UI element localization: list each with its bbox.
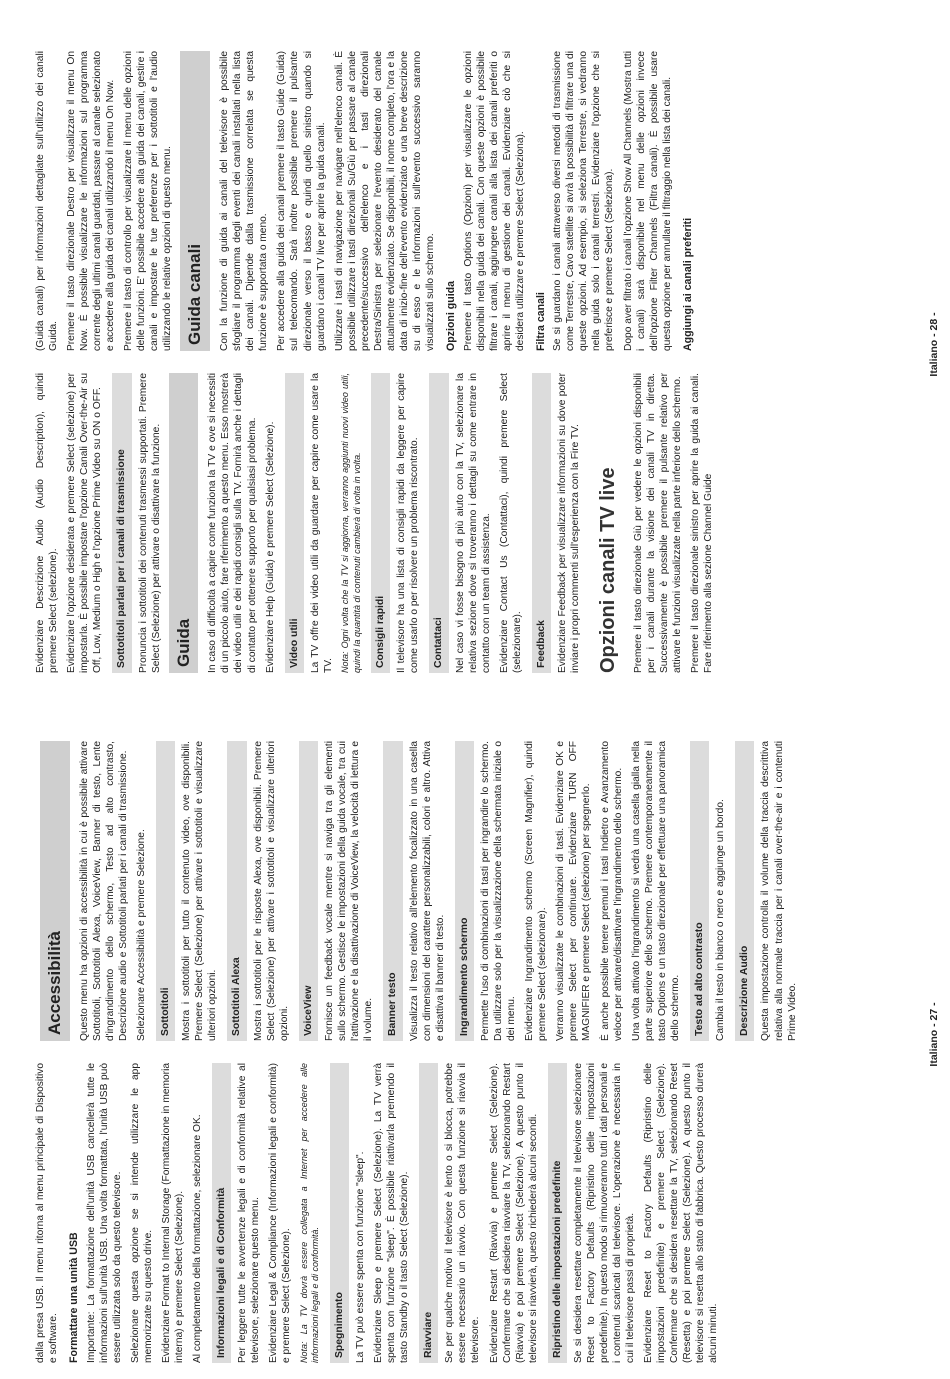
subheading: Opzioni guida xyxy=(444,280,457,351)
paragraph: Premere il tasto direzionale Giù per vedere le opzioni disponibili per i canali durante la visione dei canali TV in diretta. Successivamente è possibile premere il pulsante relativo per attivare le funzioni visualizzate nella parte inferiore dello schermo. xyxy=(633,373,684,673)
paragraph: La TV offre dei video utili da guardare per capire come usare la TV. xyxy=(309,373,334,673)
paragraph: Evidenziare Ingrandimento schermo (Screen Magnifier), quindi premere Select (selezionare). xyxy=(524,741,549,1041)
paragraph: Evidenziare Legal & Compliance (Informazioni legali e conformità) e premere Select (Selezione). xyxy=(268,1063,293,1363)
paragraph: Evidenziare Sleep e premere Select (Selezione). La TV verrà spenta con funzione "sleep". È possibile riattivarla premendo il tasto Standby o il tasto Select (Selezione). xyxy=(372,1063,410,1363)
subsection-bar: Ripristino delle impostazioni predefinite xyxy=(548,1063,567,1363)
subsection-bar: Sottotitoli xyxy=(156,741,175,1041)
subsection-bar: Video utili xyxy=(285,373,304,673)
paragraph: Verranno visualizzate le combinazioni di tasti. Evidenziare OK e premere Select per continuare. Evidenziare TURN OFF MAGNIFIER e premere Select (selezione) per spegnerlo. xyxy=(555,741,593,1041)
subsection-bar: Feedback xyxy=(532,373,551,673)
page-number: Italiano - 28 - xyxy=(928,312,940,377)
section-heading: Opzioni canali TV live xyxy=(597,467,620,673)
paragraph: Questo menu ha opzioni di accessibilità in cui è possibile attivare Sottotitoli, Sottotitoli Alexa, VoiceView, Banner di testo, Lente d'ingrandimento dello schermo, Testo ad alto contrasto, Descrizione audio e Sottotitoli parlati per i canali di trasmissione. xyxy=(78,741,129,1041)
page-28-column-2 xyxy=(34,51,904,351)
paragraph: Se si guardano i canali attraverso diversi metodi di trasmissione come Terrestre, Cavo satellite si avrà la possibilità di filtrare una di queste opzioni. Ad esempio, si seleziona Terrestre, si vedranno nella guida solo i canali terrestri. Evidenziare l'opzione che si preferisce e premere Select (Seleziona). xyxy=(552,51,616,351)
paragraph: Premere il tasto di controllo per visualizzare il menu delle opzioni delle funzioni. E' possibile accedere alla guida dei canali, gestire i canali e impostare le tue preferenze per i sottotitoli e l'audio utilizzando le relative opzioni di questo menu. xyxy=(123,51,174,351)
section-heading: Accessibilità xyxy=(40,741,70,1041)
page-27-column-1 xyxy=(34,1063,904,1363)
subsection-bar: Spegnimento xyxy=(330,1063,349,1363)
paragraph: Importante: La formattazione dell'unità USB cancellerà tutte le informazioni sull'unità USB. Una volta formattata, l'unità USB può essere utilizzata solo da questo televisore. xyxy=(85,1063,123,1363)
subheading: Formattare una unità USB xyxy=(68,1232,81,1363)
paragraph: (Guida canali) per informazioni dettagliate sull'utilizzo dei canali Guida. xyxy=(35,51,60,351)
page-27 xyxy=(0,690,950,1379)
subsection-bar: Informazioni legali e di Conformità xyxy=(212,1063,231,1363)
subsection-bar: Sottotitoli parlati per i canali di trasmissione xyxy=(112,373,131,673)
page-27-column-2 xyxy=(34,741,904,1041)
paragraph: Permette l'uso di combinazioni di tasti per ingrandire lo schermo. Da utilizzare solo per la visualizzazione della schermata iniziale o dei menu. xyxy=(480,741,518,1041)
paragraph: Selezionare Accessibilità e premere Selezione. xyxy=(135,829,147,1041)
subsection-bar: Ingrandimento schermo xyxy=(455,741,474,1041)
paragraph: Con la funzione di guida ai canali del televisore è possibile sfogliare il programma degli eventi dei canali installati nella lista dei canali. Dipende dalla trasmissione correlata se questa funzione è supportata o meno. xyxy=(219,51,270,351)
paragraph: Se per qualche motivo il televisore è lento o si blocca, potrebbe essere necessario un riavvio. Con questa funzione si riavvia il televisore. xyxy=(444,1063,482,1363)
paragraph: Mostra i sottotitoli per tutto il contenuto video, ove disponibili. Premere Select (Selezione) per attivare i sottotitoli e visualizzare ulteriori opzioni. xyxy=(181,741,219,1041)
paragraph: Dopo aver filtrato i canali l'opzione Show All Channels (Mostra tutti i canali) sarà disponibile nel menu delle opzioni invece dell'opzione Filter Channels (Filtra canali). È possibile usare questa opzione per annullare il filtraggio nella lista dei canali. xyxy=(622,51,673,351)
paragraph: Per accedere alla guida dei canali premere il tasto Guide (Guida) sul telecomando. Sarà inoltre possibile premere il pulsante direzionale verso il basso e quindi quello sinistro quando si guardano i canali TV live per aprire la guida canali. xyxy=(276,51,327,351)
paragraph: Nel caso vi fosse bisogno di più aiuto con la TV, selezionare la relativa sezione dove si troveranno i dettagli su come entrare in contatto con un team di assistenza. xyxy=(454,373,492,673)
subsection-bar: Sottotitoli Alexa xyxy=(227,741,246,1041)
paragraph: Premere il tasto Options (Opzioni) per visualizzare le opzioni disponibili nella guida dei canali. Con queste opzioni è possibile filtrare i canali, aggiungere canali alla lista dei canali preferiti o aprire il menu di gestione dei canali. Evidenziare ciò che si desidera utilizzare e premere Select (Seleziona). xyxy=(462,51,526,351)
paragraph: Visualizza il testo relativo all'elemento focalizzato in una casella con dimensioni del carattere personalizzabili, colori e altro. Attiva e disattiva il banner di testo. xyxy=(408,741,446,1041)
subsection-bar: Consigli rapidi xyxy=(371,373,390,673)
subsection-bar: Banner testo xyxy=(383,741,402,1041)
paragraph: La TV può essere spenta con funzione "sleep". xyxy=(354,1151,366,1363)
paragraph: Evidenziare Format to Internal Storage (Formattazione in memoria interna) e premere Select (Selezione). xyxy=(160,1063,185,1363)
paragraph: Fornisce un feedback vocale mentre si naviga tra gli elementi sullo schermo. Gestisce le impostazioni della guida vocale, tra cui l'attivazione e la disattivazione di VoiceView, la velocità di lettura e il volume. xyxy=(324,741,375,1041)
paragraph: Premere il tasto direzionale Destro per visualizzare il menu On Now. È possibile visualizzare le informazioni sul programma corrente degli ultimi canali guardati, passare al canale selezionato e accedere alla guida dei canali utilizzando il menu On Now. xyxy=(66,51,117,351)
page-28-column-1 xyxy=(34,373,904,673)
paragraph: Selezionare questa opzione se si intende utilizzare le app memorizzate su questo drive. xyxy=(129,1063,154,1363)
paragraph: È anche possibile tenere premuti i tasti Indietro e Avanzamento veloce per attivare/disattivare l'ingrandimento dello schermo. xyxy=(599,741,624,1041)
note: Nota: Ogni volta che la TV si aggiorna, verranno aggiunti nuovi video utili, quindi la quantità di contenuti cambierà di volta in volta. xyxy=(340,373,362,673)
paragraph: Evidenziare Feedback per visualizzare informazioni su dove poter inviare i propri commenti sull'esperienza con la Fire TV. xyxy=(557,373,582,673)
page-28 xyxy=(0,0,950,689)
subheading: Aggiungi ai canali preferiti xyxy=(681,217,694,351)
subheading: Filtra canali xyxy=(534,292,547,351)
subsection-bar: Testo ad alto contrasto xyxy=(690,741,709,1041)
paragraph: dalla presa USB. Il menu ritorna al menu principale di Dispositivo e software. xyxy=(35,1063,60,1363)
paragraph: Evidenziare Restart (Riavvia) e premere Select (Selezione). Confermare che si desidera riavviare la TV, selezionando Restart (Riavvia) e poi premere Select (Selezione). A questo punto il televisore si riavvierà, questo richiederà alcuni secondi. xyxy=(488,1063,539,1363)
paragraph: Evidenziare Descrizione Audio (Audio Description), quindi premere Select (selezione). xyxy=(35,373,60,673)
paragraph: Evidenziare Help (Guida) e premere Select (Selezione). xyxy=(264,421,276,673)
subsection-bar: VoiceView xyxy=(299,741,318,1041)
paragraph: Evidenziare Contact Us (Contattaci), quindi premere Select (selezionare). xyxy=(498,373,523,673)
subsection-bar: Riavviare xyxy=(419,1063,438,1363)
paragraph: Utilizzare i tasti di navigazione per navigare nell'elenco canali. È possibile utilizzare i tasti direzionali Su/Giù per passare al canale precedente/successivo dell'elenco e i tasti direzionali Destra/Sinistra per selezionare l'evento desiderato del canale attualmente evidenziato. Se disponibili, il nome completo, l'ora e la data di inizio-fine dell'evento evidenziato e una breve descrizione su di esso e le informazioni sull'evento successivo saranno visualizzati sullo schermo. xyxy=(333,51,436,351)
note: Nota: La TV dovrà essere collegata a Internet per accedere alle informazioni legali e di conformità. xyxy=(298,1063,321,1363)
paragraph: Al completamento della formattazione, selezionare OK. xyxy=(191,1114,203,1363)
subsection-bar: Contattaci xyxy=(429,373,448,673)
subsection-bar: Descrizione Audio xyxy=(735,741,754,1041)
paragraph: Una volta attivato l'ingrandimento si vedrà una casella gialla nella parte superiore dello schermo. Premere contemporaneamente il tasto Options e un tasto direzionale per effettuare una panoramica dello schermo. xyxy=(630,741,681,1041)
paragraph: Evidenziare Reset to Factory Defaults (Ripristino delle impostazioni predefinite) e premere Select (Selezione). Confermare che si desidera resettare la TV, selezionando Reset (Resetta) e poi premere Select (Selezione). A questo punto il televisore si resetta allo stato di fabbrica. Questo processo durerà alcuni minuti. xyxy=(643,1063,720,1363)
paragraph: Se si desidera resettare completamente il televisore selezionare Reset to Factory Defaults (Ripristino delle impostazioni predefinite). In questo modo si rimuoveranno tutti i dati personali e i contenuti scaricati dal televisore. L'operazione è necessaria in cui il televisore passi di proprietà. xyxy=(573,1063,637,1363)
paragraph: Per leggere tutte le avvertenze legali e di conformità relative al televisore, selezionare questo menu. xyxy=(237,1063,262,1363)
section-heading: Guida xyxy=(169,373,199,673)
paragraph: Cambia il testo in bianco o nero e aggiunge un bordo. xyxy=(715,799,727,1041)
paragraph: Mostra i sottotitoli per le risposte Alexa, ove disponibili. Premere Select (Selezione) per attivare i sottotitoli e visualizzare ulteriori opzioni. xyxy=(252,741,290,1041)
paragraph: Pronuncia i sottotitoli dei contenuti trasmessi supportati. Premere Select (Selezione) per attivare o disattivare la funzione. xyxy=(137,373,162,673)
page-number: Italiano - 27 - xyxy=(928,1002,940,1067)
paragraph: Il televisore ha una lista di consigli rapidi da leggere per capire come usarlo o per risolvere un problema riscontrato. xyxy=(396,373,421,673)
paragraph: Questa impostazione controlla il volume della traccia descrittiva relativa alla normale traccia per i canali over-the-air e i contenuti Prime Video. xyxy=(760,741,798,1041)
paragraph: In caso di difficoltà a capire come funziona la TV e ove si necessiti di un piccolo aiuto, fare riferimento a questo menu. Esso mostrerà dei video utili e dei rapidi consigli sulla TV. Fornirà anche i dettagli di contatto per ottenere supporto per qualsiasi problema. xyxy=(207,373,258,673)
paragraph: Premere il tasto direzionale sinistro per aprire la guida ai canali. Fare riferimento alla sezione Channel Guide xyxy=(690,373,715,673)
paragraph: Evidenziare l'opzione desiderata e premere Select (selezione) per impostarla. È possibile impostare l'opzione Canali Over-the-Air su Off, Low, Medium o High e l'opzione Prime Video su ON o OFF. xyxy=(66,373,104,673)
section-heading: Guida canali xyxy=(180,51,210,351)
